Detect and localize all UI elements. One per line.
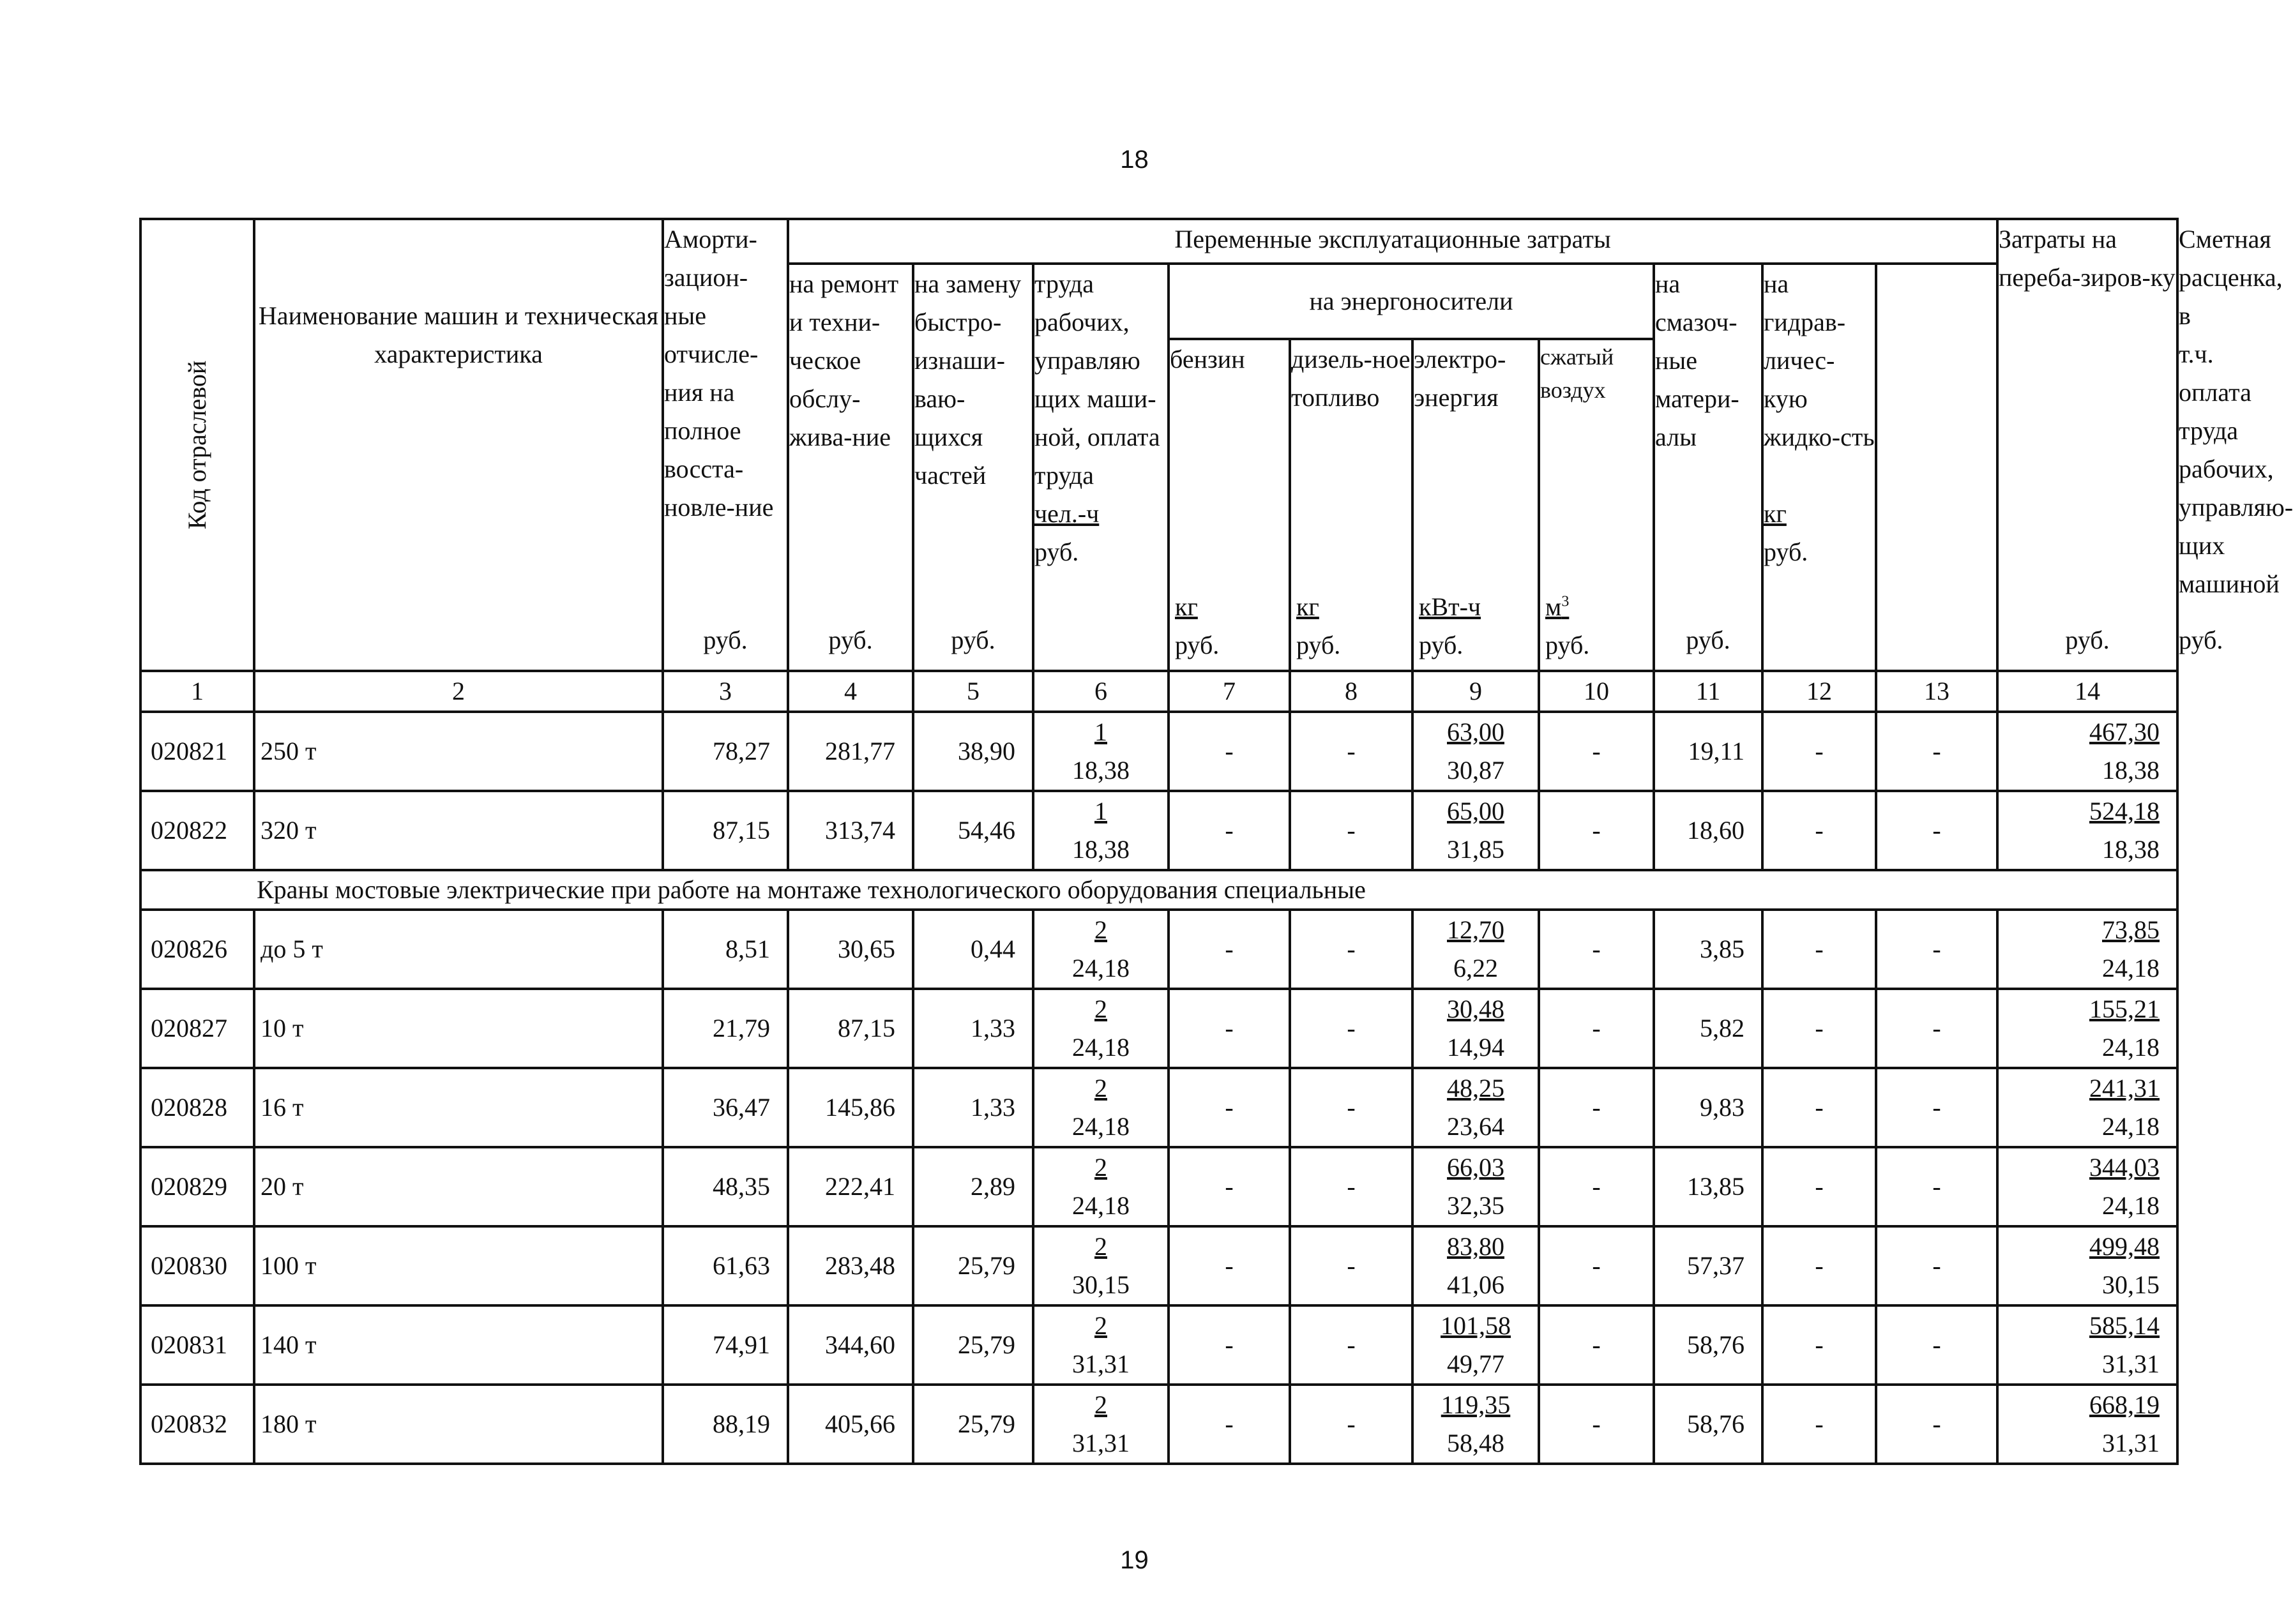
row-code: 020831 xyxy=(140,1305,254,1385)
row-name: до 5 т xyxy=(254,910,663,989)
row-relocation: - xyxy=(1876,910,1997,989)
row-code: 020830 xyxy=(140,1226,254,1305)
row-petrol: - xyxy=(1169,1147,1290,1226)
row-code: 020828 xyxy=(140,1068,254,1147)
row-electric-top: 65,00 xyxy=(1447,797,1504,825)
row-labor-top: 2 xyxy=(1094,1311,1107,1340)
row-diesel: - xyxy=(1290,989,1412,1068)
row-lubricant: 19,11 xyxy=(1654,712,1762,791)
row-estimate xyxy=(1997,989,2177,1068)
row-estimate xyxy=(1997,1147,2177,1226)
row-repair: 283,48 xyxy=(788,1226,913,1305)
col-num-8: 8 xyxy=(1290,671,1412,712)
row-name: 250 т xyxy=(254,712,663,791)
unit-labor-top: чел.-ч xyxy=(1034,499,1100,528)
row-diesel: - xyxy=(1290,791,1412,870)
row-replace: 1,33 xyxy=(913,989,1033,1068)
row-relocation: - xyxy=(1876,1147,1997,1226)
page-number-top: 18 xyxy=(1120,146,1149,174)
row-estimate-top: 668,19 xyxy=(2089,1390,2160,1419)
unit-diesel-top: кг xyxy=(1296,592,1319,621)
row-electric xyxy=(1412,1305,1539,1385)
row-air: - xyxy=(1539,1068,1654,1147)
header-hydraulic: на гидрав-личес-кую жидко-сть кг руб. xyxy=(1762,264,1876,671)
table-row xyxy=(140,1305,2177,1385)
row-repair: 87,15 xyxy=(788,989,913,1068)
row-relocation: - xyxy=(1876,712,1997,791)
row-code: 020821 xyxy=(140,712,254,791)
row-replace: 38,90 xyxy=(913,712,1033,791)
row-labor xyxy=(1033,1068,1169,1147)
row-hydraulic: - xyxy=(1762,712,1876,791)
row-labor xyxy=(1033,989,1169,1068)
row-diesel: - xyxy=(1290,1147,1412,1226)
row-estimate-top: 524,18 xyxy=(2089,797,2160,825)
row-labor-top: 2 xyxy=(1094,1153,1107,1182)
row-hydraulic: - xyxy=(1762,989,1876,1068)
row-labor-top: 2 xyxy=(1094,1074,1107,1102)
row-replace: 54,46 xyxy=(913,791,1033,870)
row-petrol: - xyxy=(1169,712,1290,791)
row-diesel: - xyxy=(1290,1305,1412,1385)
header-diesel: дизель-ное топливо кг руб. xyxy=(1290,339,1412,671)
row-electric-top: 66,03 xyxy=(1447,1153,1504,1182)
row-name: 320 т xyxy=(254,791,663,870)
row-estimate xyxy=(1997,1226,2177,1305)
row-diesel: - xyxy=(1290,1068,1412,1147)
unit-hydraulic-bottom: руб. xyxy=(1764,538,1808,566)
unit-labor-bottom: руб. xyxy=(1034,538,1079,566)
row-relocation: - xyxy=(1876,1385,1997,1464)
row-hydraulic: - xyxy=(1762,1226,1876,1305)
row-relocation: - xyxy=(1876,989,1997,1068)
header-amortization: Аморти-зацион-ные отчисле-ния на полное восста-новле-ние руб. xyxy=(663,219,788,671)
row-air: - xyxy=(1539,1226,1654,1305)
row-hydraulic: - xyxy=(1762,1385,1876,1464)
row-lubricant: 58,76 xyxy=(1654,1385,1762,1464)
row-electric-top: 119,35 xyxy=(1441,1390,1511,1419)
header-replace: на замену быстро-изнаши-ваю-щихся частей руб. xyxy=(913,264,1033,671)
row-diesel: - xyxy=(1290,910,1412,989)
row-estimate-top: 344,03 xyxy=(2089,1153,2160,1182)
row-electric-top: 83,80 xyxy=(1447,1232,1504,1261)
row-amortization: 88,19 xyxy=(663,1385,788,1464)
row-estimate-bottom: 24,18 xyxy=(2102,954,2160,982)
row-estimate-top: 585,14 xyxy=(2089,1311,2160,1340)
row-repair: 222,41 xyxy=(788,1147,913,1226)
row-electric-bottom: 14,94 xyxy=(1447,1033,1504,1062)
row-amortization: 48,35 xyxy=(663,1147,788,1226)
header-relocation: Затраты на переба-зиров-ку руб. xyxy=(1997,219,2177,671)
row-electric xyxy=(1412,712,1539,791)
row-electric xyxy=(1412,910,1539,989)
row-petrol: - xyxy=(1169,791,1290,870)
table-row xyxy=(140,791,2177,870)
row-amortization: 8,51 xyxy=(663,910,788,989)
unit-repair: руб. xyxy=(828,626,873,654)
row-electric-top: 101,58 xyxy=(1441,1311,1511,1340)
section-row xyxy=(140,870,2177,910)
row-electric-top: 12,70 xyxy=(1447,915,1504,944)
row-estimate xyxy=(1997,712,2177,791)
unit-electric-bottom: руб. xyxy=(1419,631,1464,659)
col-num-3: 3 xyxy=(663,671,788,712)
section-title: Краны мостовые электрические при работе на монтаже технологического оборудования специальные xyxy=(140,870,2177,910)
row-labor-bottom: 24,18 xyxy=(1072,1112,1130,1141)
row-repair: 145,86 xyxy=(788,1068,913,1147)
row-name: 140 т xyxy=(254,1305,663,1385)
row-name: 100 т xyxy=(254,1226,663,1305)
row-estimate xyxy=(1997,1068,2177,1147)
row-electric-top: 30,48 xyxy=(1447,995,1504,1023)
unit-petrol-top: кг xyxy=(1175,592,1198,621)
column-number-row xyxy=(140,671,2177,712)
row-estimate-top: 73,85 xyxy=(2102,915,2160,944)
unit-hydraulic-top: кг xyxy=(1764,499,1787,528)
row-estimate-top: 499,48 xyxy=(2089,1232,2160,1261)
row-replace: 25,79 xyxy=(913,1305,1033,1385)
row-relocation: - xyxy=(1876,1305,1997,1385)
row-petrol: - xyxy=(1169,989,1290,1068)
row-repair: 405,66 xyxy=(788,1385,913,1464)
row-petrol: - xyxy=(1169,1226,1290,1305)
row-labor-bottom: 31,31 xyxy=(1072,1350,1130,1378)
row-estimate-bottom: 18,38 xyxy=(2102,835,2160,864)
row-estimate xyxy=(1997,1305,2177,1385)
col-num-1: 1 xyxy=(140,671,254,712)
row-relocation: - xyxy=(1876,791,1997,870)
row-lubricant: 57,37 xyxy=(1654,1226,1762,1305)
row-labor-top: 1 xyxy=(1094,797,1107,825)
row-electric xyxy=(1412,1226,1539,1305)
row-air: - xyxy=(1539,712,1654,791)
row-labor-bottom: 18,38 xyxy=(1072,835,1130,864)
col-num-4: 4 xyxy=(788,671,913,712)
row-electric-bottom: 41,06 xyxy=(1447,1270,1504,1299)
row-replace: 0,44 xyxy=(913,910,1033,989)
col-num-12: 12 xyxy=(1762,671,1876,712)
unit-amortization: руб. xyxy=(703,626,748,654)
row-labor-bottom: 24,18 xyxy=(1072,1033,1130,1062)
table-row xyxy=(140,1147,2177,1226)
row-electric xyxy=(1412,791,1539,870)
page-number-bottom: 19 xyxy=(1120,1546,1149,1574)
row-estimate-bottom: 18,38 xyxy=(2102,756,2160,785)
row-labor-bottom: 24,18 xyxy=(1072,1191,1130,1220)
row-amortization: 78,27 xyxy=(663,712,788,791)
unit-relocation: руб. xyxy=(2065,626,2110,654)
table-body-group-a xyxy=(140,712,2177,870)
header-lubricant: на смазоч-ные матери-алы руб. xyxy=(1654,264,1762,671)
header-labor: труда рабочих, управляю щих маши-ной, оплата труда чел.-ч руб. xyxy=(1033,264,1169,671)
row-replace: 2,89 xyxy=(913,1147,1033,1226)
table-row xyxy=(140,989,2177,1068)
table-body-group-b xyxy=(140,910,2177,1464)
row-repair: 281,77 xyxy=(788,712,913,791)
row-lubricant: 18,60 xyxy=(1654,791,1762,870)
row-electric-bottom: 6,22 xyxy=(1453,954,1498,982)
table-row xyxy=(140,1226,2177,1305)
row-repair: 30,65 xyxy=(788,910,913,989)
row-repair: 313,74 xyxy=(788,791,913,870)
row-estimate-bottom: 24,18 xyxy=(2102,1191,2160,1220)
row-hydraulic: - xyxy=(1762,1147,1876,1226)
row-estimate-bottom: 31,31 xyxy=(2102,1350,2160,1378)
row-labor xyxy=(1033,791,1169,870)
row-electric-top: 48,25 xyxy=(1447,1074,1504,1102)
row-labor-bottom: 31,31 xyxy=(1072,1429,1130,1457)
row-labor-top: 1 xyxy=(1094,718,1107,746)
row-estimate xyxy=(1997,791,2177,870)
row-electric xyxy=(1412,989,1539,1068)
row-amortization: 74,91 xyxy=(663,1305,788,1385)
row-labor xyxy=(1033,1305,1169,1385)
header-repair: на ремонт и техни-ческое обслу-жива-ние руб. xyxy=(788,264,913,671)
col-num-11: 11 xyxy=(1654,671,1762,712)
col-num-7: 7 xyxy=(1169,671,1290,712)
row-labor xyxy=(1033,910,1169,989)
row-labor xyxy=(1033,712,1169,791)
col-num-5: 5 xyxy=(913,671,1033,712)
row-name: 16 т xyxy=(254,1068,663,1147)
row-lubricant: 13,85 xyxy=(1654,1147,1762,1226)
row-amortization: 61,63 xyxy=(663,1226,788,1305)
row-diesel: - xyxy=(1290,1226,1412,1305)
col-num-2: 2 xyxy=(254,671,663,712)
header-code: Код отраслевой xyxy=(140,219,254,671)
row-labor-bottom: 18,38 xyxy=(1072,756,1130,785)
row-code: 020827 xyxy=(140,989,254,1068)
header-variable-costs: Переменные эксплуатационные затраты xyxy=(788,219,1997,264)
row-estimate-bottom: 31,31 xyxy=(2102,1429,2160,1457)
row-electric xyxy=(1412,1068,1539,1147)
header-name: Наименование машин и техническая характеристика xyxy=(254,219,663,671)
row-air: - xyxy=(1539,1385,1654,1464)
row-estimate-bottom: 30,15 xyxy=(2102,1270,2160,1299)
row-air: - xyxy=(1539,1305,1654,1385)
row-repair: 344,60 xyxy=(788,1305,913,1385)
row-labor xyxy=(1033,1226,1169,1305)
row-electric-bottom: 49,77 xyxy=(1447,1350,1504,1378)
unit-petrol-bottom: руб. xyxy=(1175,631,1220,659)
row-estimate-bottom: 24,18 xyxy=(2102,1033,2160,1062)
row-estimate xyxy=(1997,1385,2177,1464)
row-name: 20 т xyxy=(254,1147,663,1226)
unit-replace: руб. xyxy=(951,626,995,654)
row-petrol: - xyxy=(1169,1068,1290,1147)
header-petrol: бензин кг руб. xyxy=(1169,339,1290,671)
row-hydraulic: - xyxy=(1762,1068,1876,1147)
row-code: 020832 xyxy=(140,1385,254,1464)
header-air: сжатый воздух $м^3$ руб. xyxy=(1539,339,1654,671)
row-relocation: - xyxy=(1876,1226,1997,1305)
row-labor-top: 2 xyxy=(1094,1232,1107,1261)
row-electric-bottom: 23,64 xyxy=(1447,1112,1504,1141)
row-replace: 1,33 xyxy=(913,1068,1033,1147)
row-petrol: - xyxy=(1169,1385,1290,1464)
row-electric-bottom: 32,35 xyxy=(1447,1191,1504,1220)
row-name: 10 т xyxy=(254,989,663,1068)
row-diesel: - xyxy=(1290,1385,1412,1464)
header-electric: электро-энергия кВт-ч руб. xyxy=(1412,339,1539,671)
row-name: 180 т xyxy=(254,1385,663,1464)
row-hydraulic: - xyxy=(1762,1305,1876,1385)
unit-electric-top: кВт-ч xyxy=(1419,592,1481,621)
row-lubricant: 58,76 xyxy=(1654,1305,1762,1385)
table-row xyxy=(140,712,2177,791)
row-amortization: 36,47 xyxy=(663,1068,788,1147)
col-num-14: 14 xyxy=(1997,671,2177,712)
row-lubricant: 5,82 xyxy=(1654,989,1762,1068)
row-lubricant: 3,85 xyxy=(1654,910,1762,989)
row-electric-top: 63,00 xyxy=(1447,718,1504,746)
row-amortization: 21,79 xyxy=(663,989,788,1068)
row-estimate-top: 467,30 xyxy=(2089,718,2160,746)
header-energy: на энергоносители xyxy=(1169,264,1654,339)
unit-air-top: $м^3$ xyxy=(1545,592,1570,621)
row-air: - xyxy=(1539,910,1654,989)
row-labor-top: 2 xyxy=(1094,1390,1107,1419)
row-labor-bottom: 24,18 xyxy=(1072,954,1130,982)
row-labor xyxy=(1033,1385,1169,1464)
row-labor-bottom: 30,15 xyxy=(1072,1270,1130,1299)
row-estimate xyxy=(1997,910,2177,989)
row-diesel: - xyxy=(1290,712,1412,791)
row-estimate-bottom: 24,18 xyxy=(2102,1112,2160,1141)
table-row xyxy=(140,1068,2177,1147)
row-petrol: - xyxy=(1169,1305,1290,1385)
row-code: 020826 xyxy=(140,910,254,989)
row-electric xyxy=(1412,1385,1539,1464)
machine-rates-table: Код отраслевой Наименование машин и техническая характеристика Аморти-зацион-ные отчисле-ния на полное восста-новле-ние руб. Переменные эксплуатационные затраты Затраты на переба-зиров-ку руб. Сметная расценка, в т.ч. оплата труда рабочих, управляю-щих машиной руб. на ремонт и техни-ческое обслу-жива-ние руб. на замену быстро-изнаши-ваю-щихся частей руб. труда рабочих, управляю щих маши-ной, оплата труда чел.-ч руб. на энергоносители на смазоч-ные матери-алы руб. на гидрав-личес-кую жидко-сть кг руб. бензин кг руб. дизель-ное топливо кг руб. электро-энергия кВт-ч руб. сжатый воздух $м^3$ руб. 1 2 3 4 5 6 7 8 9 10 11 12 13 14 020821 250 т 78,27 281,77 38,90 1 18,38 - - 63,00 30,87 - 19,11 - - 467,30 18,38 020822 320 т 87,15 313,74 54,46 1 18,38 - - 65,00 31,85 - 18,60 - - 524,18 18,38 Краны мостовые электрические при работе на монтаже технологического оборудования специальные 020826 до 5 т 8,51 30,65 0,44 2 24,18 - - 12,70 6,22 - 3,85 - - 73,85 24,18 020827 10 т 21,79 87,15 1,33 2 24,18 - - 30,48 14,94 - 5,82 - - 155,21 24,18 020828 16 т 36,47 145,86 1,33 2 24,18 - - 48,25 23,64 - 9,83 - - 241,31 24,18 020829 20 т 48,35 222,41 2,89 2 24,18 - - 66,03 32,35 - 13,85 - - 344,03 24,18 020830 100 т 61,63 283,48 25,79 2 30,15 - - 83,80 41,06 - 57,37 - - 499,48 30,15 020831 140 т 74,91 344,60 25,79 2 31,31 - - 101,58 49,77 - 58,76 - - 585,14 31,31 020832 180 т 88,19 405,66 25,79 2 31,31 - - 119,35 58,48 - 58,76 - - 668,19 31,31 xyxy=(139,218,2179,1465)
row-air: - xyxy=(1539,791,1654,870)
row-replace: 25,79 xyxy=(913,1226,1033,1305)
row-labor-top: 2 xyxy=(1094,995,1107,1023)
row-hydraulic: - xyxy=(1762,910,1876,989)
table-row xyxy=(140,1385,2177,1464)
row-air: - xyxy=(1539,989,1654,1068)
row-code: 020829 xyxy=(140,1147,254,1226)
col-num-6: 6 xyxy=(1033,671,1169,712)
row-electric xyxy=(1412,1147,1539,1226)
table-row xyxy=(140,910,2177,989)
row-labor xyxy=(1033,1147,1169,1226)
row-labor-top: 2 xyxy=(1094,915,1107,944)
row-lubricant: 9,83 xyxy=(1654,1068,1762,1147)
row-amortization: 87,15 xyxy=(663,791,788,870)
unit-air-bottom: руб. xyxy=(1545,631,1590,659)
row-relocation: - xyxy=(1876,1068,1997,1147)
row-electric-bottom: 31,85 xyxy=(1447,835,1504,864)
col-num-13: 13 xyxy=(1876,671,1997,712)
row-air: - xyxy=(1539,1147,1654,1226)
row-estimate-top: 155,21 xyxy=(2089,995,2160,1023)
col-num-9: 9 xyxy=(1412,671,1539,712)
row-hydraulic: - xyxy=(1762,791,1876,870)
unit-lubricant: руб. xyxy=(1686,626,1730,654)
col-num-10: 10 xyxy=(1539,671,1654,712)
row-electric-bottom: 58,48 xyxy=(1447,1429,1504,1457)
row-estimate-top: 241,31 xyxy=(2089,1074,2160,1102)
row-electric-bottom: 30,87 xyxy=(1447,756,1504,785)
unit-diesel-bottom: руб. xyxy=(1296,631,1341,659)
row-petrol: - xyxy=(1169,910,1290,989)
row-replace: 25,79 xyxy=(913,1385,1033,1464)
row-code: 020822 xyxy=(140,791,254,870)
